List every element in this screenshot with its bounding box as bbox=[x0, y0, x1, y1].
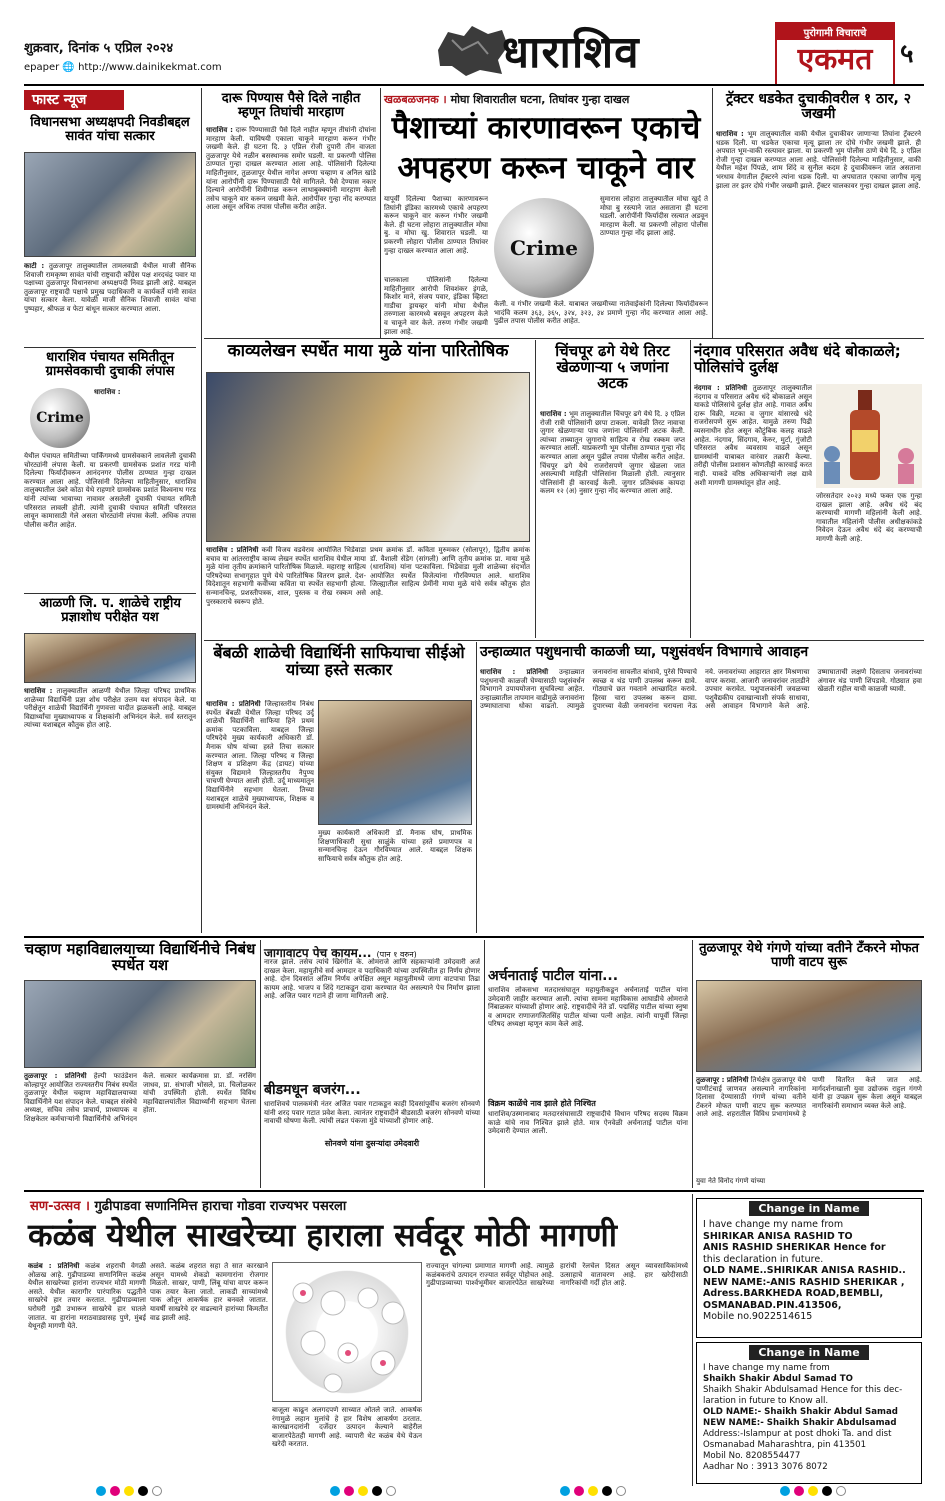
sugar-body-a bbox=[28, 1262, 146, 1484]
byline: कळंब : प्रतिनिधी bbox=[28, 1262, 80, 1270]
district-map-logo bbox=[432, 20, 512, 80]
article-text: भूम तालुक्यातील वाकी येथील दुचाकीवर जाणाऱ्या तिघांना ट्रॅक्टरने धडक दिली. या धडकेत एकाचा मृत्यू झाला तर दोघे गंभीर जखमी झाले. ही अपघात भूम-वाकी रस्त्यावर झाला. या प्रकरणी भूम पोलीस ठाणे येथे दि. ३ एप्रिल रोजी गुन्हा दाखल करण्यात आला आहे. पोलिसांनी दिलेल्या माहितीनुसार, वाकी येथील महेश पिंपळे, शाम शिंदे व सुनील कदम हे दुचाकीवरून जात असताना भरधाव वेगातील ट्रॅक्टरने त्यांना धडक दिली. या अपघातात एकाचा जागीच मृत्यू झाला तर इतर दोघे गंभीर जखमी झाले. ट्रॅक्टर चालकावर गुन्हा दाखल झाला आहे. bbox=[716, 130, 921, 190]
chavan-body bbox=[24, 1072, 256, 1184]
notice-line: Osmanabad Maharashtra, pin 413501 bbox=[703, 1440, 867, 1450]
article-text: कवी विजय वडवेराव आयोजित भिडेवाडा बचाव या आंतरराष्ट्रीय काव्य लेखन स्पर्धेत धाराशिव येथील माया मुळे यांना तृतीय क्रमांकाने पारितोषिक मिळाले. महाराष्ट्र साहित्य परिषदेच्या सभागृहात पुणे येथे पारितोषिक वितरण झाले. देश-विदेशातून सहभागी कवींच्या कविता या स्पर्धेत सहभागी होत्या. सन्मानचिन्ह, प्रशस्तीपत्रक, शाल, पुस्तक व रोख रक्कम असे पुरस्काराचे स्वरूप होते. bbox=[206, 546, 366, 606]
byline: धाराशिव : प्रतिनिधी bbox=[480, 668, 549, 676]
byline: धाराशिव : bbox=[716, 130, 744, 138]
lead-body-b: चालकाला पोलिसांनी दिलेल्या माहितीनुसार आरोपी शिवशंकर इंगळे, किशोर माने, संजय पवार, इंडिका व्हिस्टा गाडीचा ड्रायव्हर यांनी मोघा येथील तरुणाला कारमध्ये बसवून अपहरण केले व चाकूने वार केले. तरुण गंभीर जखमी झाला आहे. bbox=[384, 276, 488, 336]
notice-line: OSMANABAD.PIN.413506, bbox=[703, 1299, 842, 1311]
article-text: तुळजापूर तालुक्यातील तामलवाडी येथील माजी सैनिक शिवाजी रामकृष्ण सावंत यांची राष्ट्रवादी काँग्रेस पक्ष शरदचंद्र पवार या पक्षाच्या तुळजापूर विधानसभा अध्यक्षपदी निवड झाली आहे. याबद्दल तुळजापूर राष्ट्रवादी पक्षाचे प्रमुख पदाधिकारी व कार्यकर्ते यांनी सावंत यांचा सत्कार केला. यावेळी माजी सैनिक शिवाजी सावंत यांचा पुष्पहार, श्रीफळ व फेटा बांधून सत्कार करण्यात आला. bbox=[24, 262, 196, 313]
article-text: हेल्पी फाउंडेशन कोल्हापूर आयोजित राज्यस्तरीय निबंध स्पर्धेत तुळजापूर येथील चव्हाण महाविद्यालयाच्या विद्यार्थिनीने यश संपादन केले. याबद्दल संस्थेचे अध्यक्ष, सचिव तसेच प्राचार्य, प्राध्यापक व शिक्षकेतर कर्मचाऱ्यांनी विद्यार्थिनीचे अभिनंदन केले. सत्कार कार्यक्रमास प्रा. डॉ. नरसिंग जाधव, प्रा. संभाजी भोसले, प्रा. चिलोळकर यांची उपस्थिती होती. स्पर्धेत विविध महाविद्यालयांतील विद्यार्थ्यांनी सहभाग घेतला होता. bbox=[24, 1072, 256, 1123]
sugar-body-c: बाजूला काढून अलगदपणे साच्यात ओतले जाते. आकर्षक रंगामुळे लहान मुलांचे हे हार विशेष आकर्षण ठरतात. कारखानदारांनी दर्जेदार उत्पादन केल्याने बाहेरील बाजारपेठेतही मागणी आहे. व्यापारी थेट कळंब येथे येऊन खरेदी करतात. bbox=[272, 1406, 422, 1449]
nandgaon-body-b: जोरसतेदार २०२३ मध्ये फक्त एक गुन्हा दाखल झाला आहे. अवैध धंदे बंद करण्याची मागणी महिलांनी केली आहे. गावातील महिलांनी पोलीस अधीक्षकांकडे निवेदन देऊन अवैध धंदे बंद करण्याची मागणी केली आहे. bbox=[816, 492, 922, 543]
chinchpur-headline: चिंचपूर ढगे येथे तिरट खेळणाऱ्या ५ जणांना अटक bbox=[555, 342, 670, 392]
liquor-bottle-illustration bbox=[816, 384, 922, 488]
header-epaper bbox=[24, 62, 222, 73]
article-text: जिल्हास्तरीय निबंध स्पर्धेत बेंबळी येथील जिल्हा परिषद उर्दू शाळेची विद्यार्थिनी साफिया हिने प्रथम क्रमांक पटकाविला. याबद्दल जिल्हा परिषदेचे मुख्य कार्यकारी अधिकारी डॉ. मैनाक घोष यांच्या हस्ते तिचा सत्कार करण्यात आला. जिल्हा परिषद व जिल्हा शिक्षण व प्रशिक्षण केंद्र (डायट) यांच्या संयुक्त विद्यमाने जिल्हास्तरीय नैपुण्य चाचणी घेण्यात आली होती. उर्दू माध्यमातून विद्यार्थिनीने सहभाग घेतला. तिच्या यशाबद्दल शाळेचे मुख्याध्यापक, शिक्षक व ग्रामस्थांनी अभिनंदन केले. bbox=[206, 700, 314, 812]
chavan-headline: चव्हाण महाविद्यालयाच्या विद्यार्थिनीचे निबंध स्पर्धेत यश bbox=[24, 940, 256, 974]
notice-line: Mobile no.9022514615 bbox=[703, 1311, 813, 1322]
page-number: ५ bbox=[900, 39, 914, 69]
column-rule bbox=[692, 1194, 693, 1486]
notice-line: I have change my name from bbox=[703, 1363, 830, 1373]
daru-headline: दारू पिण्यास पैसे दिले नाहीत म्हणून तिघांची मारहाण bbox=[221, 91, 361, 120]
kavya-body-left bbox=[206, 546, 366, 636]
article-text: भूम तालुक्यातील चिंचपूर ढगे येथे दि. ३ एप्रिल रोजी रात्री पोलिसांनी छापा टाकला. यावेळी तिरट नावाचा जुगार खेळणाऱ्या पाच जणांना पोलिसांनी अटक केली. त्यांच्या ताब्यातून जुगाराचे साहित्य व रोख रक्कम जप्त करण्यात आली. याप्रकरणी भूम पोलीस ठाण्यात गुन्हा नोंद करण्यात आला असून पुढील तपास पोलीस करीत आहेत. चिंचपूर ढगे येथे राजरोसपणे जुगार खेळला जात असल्याची माहिती पोलिसांना मिळाली होती. त्यानुसार पोलिसांनी ही कारवाई केली. जुगार प्रतिबंधक कायदा कलम १२ (अ) नुसार गुन्हा नोंद करण्यात आला आहे. bbox=[540, 410, 685, 496]
article-text: कळंब शहराची वेगळी ओळख आहे. गुढीपाडव्या सणानिमित्त कळंब येथील साखरेच्या हारांना राज्यभर मोठी मागणी असते. येथील कारागीर पारंपारिक पद्धतीने साखरेचे हार तयार करतात. गुढीपाडव्याला घरोघरी गुढी उभारून साखरेचे हार घातले जातात. या हारांना मराठवाड्यासह पुणे, मुंबई येथूनही मागणी येते. bbox=[28, 1262, 146, 1331]
notice-title: Change in Name bbox=[749, 1345, 869, 1360]
name-change-notice-2 bbox=[696, 1342, 922, 1484]
pashu-headline: उन्हाळ्यात पशुधनाची काळजी घ्या, पशुसंवर्धन विभागाचे आवाहन bbox=[480, 644, 809, 660]
sugar-body-b: असते. कळंब शहरात सहा ते सात कारखाने असून यामध्ये शेकडो कामगारांना रोजगार मिळतो. साखर, पाणी, लिंबू यांचा वापर करून पाक तयार केला जातो. लाकडी साच्यांमध्ये पाक ओतून आकर्षक हार बनवले जातात. यावर्षी साखरेचे दर वाढल्याने हारांच्या किमतीत वाढ झाली आहे. bbox=[150, 1262, 268, 1322]
lead-subhead-line bbox=[384, 92, 704, 107]
notice-line: ANIS RASHID SHERIKAR Hence for bbox=[703, 1242, 886, 1253]
sugar-body-d: राज्यातून चांगल्या प्रमाणात मागणी आहे. त्यामुळे कळंबकरांचे उत्पादन राज्यात सर्वदूर पोहोचत आहे. गुढीपाडव्याच्या पार्श्वभूमीवर बाजारपेठेत साखरेच्या हारांची रेलचेल दिसत असून व्यावसायिकांमध्ये उत्साहाचे वातावरण आहे. हार खरेदीसाठी नागरिकांची गर्दी होत आहे. bbox=[426, 1262, 688, 1288]
notice-line: Shaikh Shakir Abdulsamad Hence for this dec- bbox=[703, 1385, 903, 1395]
felicitation-photo bbox=[24, 152, 196, 257]
fast-news-body-2 bbox=[94, 388, 196, 448]
notice-line: Aadhar No : 3913 3076 8072 bbox=[703, 1462, 828, 1472]
student-felicitation-photo bbox=[318, 700, 472, 825]
notice-lines bbox=[697, 1219, 921, 1323]
article-text: तालुक्यातील आळणी येथील जिल्हा परिषद प्राथमिक शाळेच्या विद्यार्थिनी प्रज्ञा शोध परीक्षेत उत्तम यश संपादन केले. या परीक्षेतून शाळेची विद्यार्थिनी गुणवत्ता यादीत झळकली आहे. याबद्दल विद्यार्थ्यांचा मुख्याध्यापक व शिक्षकांनी अभिनंदन केले. सर्व स्तरातून त्यांच्या यशाबद्दल कौतुक होत आहे. bbox=[24, 687, 196, 730]
name-change-notice-1 bbox=[696, 1198, 922, 1338]
jagavatap-sub2: सोनवणे यांना दुसऱ्यांदा उमेदवारी bbox=[324, 1139, 420, 1148]
award-ceremony-photo bbox=[206, 372, 530, 542]
water-tanker-photo bbox=[696, 980, 922, 1072]
byline: धाराशिव : bbox=[540, 410, 567, 418]
fast-news-body-2b: येथील पंचायत समितीच्या पार्किंगमध्ये ग्रामसेवकाने लावलेली दुचाकी चोरट्यांनी लंपास केली. या प्रकरणी ग्रामसेवक प्रशांत गरड यांनी दिलेल्या फिर्यादीवरून आनंदनगर पोलीस ठाण्यात गुन्हा दाखल करण्यात आला आहे. पोलिसांनी दिलेल्या माहितीनुसार, धाराशिव तालुक्यातील उंबरे कोठा येथे राहणारे ग्रामसेवक प्रशांत विश्वनाथ गरड यांनी त्यांच्या भावाच्या नावावर असलेली दुचाकी पंचायत समिती परिसरात लावली होती. त्यांनी दुचाकी पंचायत समिती परिसरात लावून कामासाठी गेले असता चोरट्यांनी लंपास केली. अधिक तपास पोलीस करीत आहेत. bbox=[24, 452, 196, 529]
notice-line: OLD NAME..SHIRIKAR ANISA RASHID.. bbox=[703, 1265, 906, 1276]
notice-line: I have change my name from bbox=[703, 1219, 844, 1230]
registration-mark-icon bbox=[330, 1486, 400, 1498]
tuljapur-headline: तुळजापूर येथे गंगणे यांच्या वतीने टँकरने मोफत पाणी वाटप सुरू bbox=[699, 941, 919, 970]
jagavatap-headline: जागावाटप पेच कायम... bbox=[264, 946, 372, 960]
college-students-photo bbox=[24, 980, 256, 1068]
daru-body bbox=[206, 126, 376, 334]
fast-news-title-3: आळणी जि. प. शाळेचे राष्ट्रीय प्रज्ञाशोध परीक्षेत यश bbox=[39, 596, 181, 625]
fast-news-title-2: धाराशिव पंचायत समितीतून ग्रामसेवकाची दुचाकी लंपास bbox=[45, 350, 175, 379]
fast-news-label: फास्ट न्यूज bbox=[24, 90, 124, 110]
column-rule bbox=[484, 940, 485, 1188]
notice-line: NEW NAME:- Shaikh Shakir Abdulsamad bbox=[703, 1418, 897, 1428]
notice-title: Change in Name bbox=[749, 1201, 869, 1216]
tuljapur-body bbox=[696, 1076, 922, 1176]
notice-line: this declaration in future. bbox=[703, 1253, 824, 1265]
jagavatap-body: नारज झाले. तसेच त्यांचे खिरंगीत के. ओमराजे आणि सहकाऱ्यांनी उमेदवारी अर्ज दाखल केला. महायुतीचे सर्व आमदार व पदाधिकारी यांच्या उपस्थितीत हा निर्णय होणार आहे. दोन दिवसांत अंतिम निर्णय अपेक्षित असून महायुतीमध्ये जागा वाटपाचा तिढा कायम आहे. भाजप व शिंदे गटाकडून दावा करण्यात येत असल्याने पेच निर्माण झाला आहे. अजित पवार गटाने ही जागा मागितली आहे. bbox=[264, 958, 480, 1001]
notice-line: Address:-Islampur at post dhoki Ta. and dist bbox=[703, 1429, 892, 1439]
crime-tape-icon bbox=[494, 198, 594, 298]
byline: धाराशिव : bbox=[206, 126, 233, 134]
section-rule bbox=[24, 1190, 924, 1192]
archana-subhead: विक्रम काळेंचे नाव झाले होते निश्चित bbox=[488, 1099, 596, 1108]
sugar-subhead-line bbox=[30, 1196, 670, 1214]
fast-news-body-3 bbox=[24, 687, 196, 932]
lead-kicker: खळबळजनक । bbox=[384, 93, 447, 106]
tractor-headline: ट्रॅक्टर धडकेत दुचाकीवरील १ ठार, २ जखमी bbox=[726, 91, 911, 122]
lead-body-d: केली. व गंभीर जखमी केले. याबाबत जखमीच्या नातेवाईकांनी दिलेल्या फिर्यादीवरून भादंवि कलम ३६३, ३६५, ३२४, ३२३, ३४ प्रमाणे गुन्हा नोंद करण्यात आला आहे. पुढील तपास पोलीस करीत आहेत. bbox=[494, 300, 708, 326]
epaper-label: epaper bbox=[24, 62, 63, 73]
benbali-caption: मुख्य कार्यकारी अधिकारी डॉ. मैनाक घोष, प्राथमिक शिक्षणाधिकारी सुधा साळुंके यांच्या हस्ते प्रमाणपत्र व सन्मानचिन्ह देऊन गौरविण्यात आले. याबद्दल शिक्षक साफियाचे सर्वत्र कौतुक होत आहे. bbox=[318, 829, 472, 863]
tractor-body bbox=[716, 130, 921, 335]
sugar-subhead: गुढीपाडवा सणानिमित्त हाराचा गोडवा राज्यभर पसरला bbox=[94, 1199, 347, 1214]
header-date: शुक्रवार, दिनांक ५ एप्रिल २०२४ bbox=[24, 41, 174, 56]
article-text: उन्हाळ्यात पशुधनाची काळजी घेण्यासाठी पशुसंवर्धन विभागाने उपाययोजना सुचविल्या आहेत. उन्हाळ्यातील तापमान वाढीमुळे जनावरांना उष्माघाताचा धोका वाढतो. त्यामुळे जनावरांना सावलीत बांधावे, पुरेसे पिण्याचे स्वच्छ व थंड पाणी उपलब्ध करून द्यावे. गोठ्याचे छत गवताने आच्छादित करावे. हिरवा चारा उपलब्ध करून द्यावा. दुपारच्या वेळी जनावरांना चरायला नेऊ नये. जनावरांच्या आहारात क्षार मिश्रणाचा वापर करावा. आजारी जनावरांवर तातडीने उपचार करावेत. पशुपालकांनी जवळच्या पशुवैद्यकीय दवाखान्याशी संपर्क साधावा, असे आवाहन विभागाने केले आहे. उष्माघाताची लक्षणे दिसताच जनावरांच्या अंगावर थंड पाणी शिंपडावे. गोठ्यात हवा खेळती राहील याची काळजी घ्यावी. bbox=[480, 668, 922, 711]
kavya-body-right: प्रथम क्रमांक डॉ. कविता मुरुमकर (सोलापूर), द्वितीय क्रमांक डॉ. वैशाली सेंडेग (सांगली) आणि तृतीय क्रमांक प्रा. माया मुळे (धाराशिव) यांना पटकाविला. भिडेवाडा मुली शाळेच्या संदर्भात आयोजित स्पर्धेत विजेत्यांना गौरविण्यात आले. धाराशिव जिल्ह्यातील साहित्य प्रेमींनी माया मुळे यांचे सर्वत्र कौतुक होत आहे. bbox=[370, 546, 530, 597]
column-rule bbox=[260, 940, 261, 1188]
lead-body-c: सुमारास लोहारा तालुक्यातील मोघा खुर्द ते मोघा बु रस्त्याने जात असताना ही घटना घडली. आरोपींनी फिर्यादीस रस्त्यात अडवून मारहाण केली. या प्रकरणी लोहारा पोलीस ठाण्यात गुन्हा नोंद झाला आहे. bbox=[600, 195, 708, 238]
jagavatap-cont: (पान १ वरुन) bbox=[376, 950, 417, 959]
section-rule bbox=[204, 640, 924, 641]
column-rule bbox=[380, 88, 381, 338]
benbali-headline: बेंबळी शाळेची विद्यार्थिनी साफियाचा सीईओ यांच्या हस्ते सत्कार bbox=[213, 643, 465, 679]
sugar-headline: कळंब येथील साखरेच्या हाराला सर्वदूर मोठी मागणी bbox=[28, 1216, 618, 1254]
benbali-body bbox=[206, 700, 314, 932]
column-rule bbox=[476, 642, 477, 933]
byline: काटी : bbox=[24, 262, 45, 270]
byline: धाराशिव : प्रतिनिधी bbox=[206, 700, 261, 708]
masthead-title: धाराशिव bbox=[502, 27, 640, 78]
registration-mark-icon bbox=[560, 1486, 630, 1498]
sugar-kicker: सण-उत्सव । bbox=[30, 1199, 90, 1214]
article-text: तुळजापूर तालुक्यातील नंदगाव व परिसरात अवैध धंदे बोकाळले असून याकडे पोलिसांचे दुर्लक्ष होत आहे. गावात अवैध दारू विक्री, मटका व जुगार यांसारखे धंदे राजरोसपणे सुरू आहेत. यामुळे तरुण पिढी व्यसनाधीन होत असून कौटुंबिक कलह वाढले आहेत. नंदगाव, सिंदगाव, केरुर, मुर्टा, गुंजोटी परिसरात अवैध व्यवसाय वाढले असून ग्रामस्थांनी याबाबत वारंवार तक्रारी केल्या. तरीही पोलीस प्रशासन कोणतीही कारवाई करत नाही. याकडे वरिष्ठ अधिकाऱ्यांनी लक्ष द्यावे अशी मागणी ग्रामस्थांतून होत आहे. bbox=[694, 384, 812, 487]
jagavatap-sub-body: धाराशिवचे पालकमंत्री नंतर अजित पवार गटाकडून काही दिवसांपूर्वीच बजरंग सोनवणे यांनी शरद पवार गटात प्रवेश केला. त्यानंतर राष्ट्रवादीने बीडसाठी बजरंग सोनवणे यांच्या नावाची घोषणा केली. त्यांची लढत पंकजा मुंडे यांच्याशी होणार आहे. bbox=[264, 1100, 480, 1126]
column-rule bbox=[201, 88, 202, 933]
crime-word: Crime bbox=[510, 236, 578, 260]
lead-body-a: यापूर्वी दिलेल्या पैशाच्या कारणावरून तिघांनी इंडिका कारमध्ये एकाचे अपहरण करून चाकूने वार करून गंभीर जखमी केले. ही घटना लोहारा तालुक्यातील मोघा बु. व मोघा खु. शिवारात घडली. या प्रकरणी लोहारा पोलीस ठाण्यात तिघांवर गुन्हा दाखल करण्यात आला आहे. bbox=[384, 195, 488, 255]
school-students-photo bbox=[24, 633, 196, 683]
notice-line: SHIRIKAR ANISA RASHID TO bbox=[703, 1230, 853, 1242]
lead-subhead: मोघा शिवारातील घटना, तिघांवर गुन्हा दाखल bbox=[450, 93, 630, 106]
column-rule bbox=[535, 340, 536, 638]
byline: तुळजापूर : प्रतिनिधी bbox=[696, 1076, 749, 1084]
byline: तुळजापूर : प्रतिनिधी bbox=[24, 1072, 87, 1080]
fast-news-title-1: विधानसभा अध्यक्षपदी निवडीबद्दल सावंत यांचा सत्कार bbox=[30, 115, 190, 144]
archana-body: धाराशिव लोकसभा मतदारसंघातून महायुतीकडून अर्चनाताई पाटील यांना उमेदवारी जाहीर करण्यात आली. त्यांचा सामना महाविकास आघाडीचे ओमराजे निंबाळकर यांच्याशी होणार आहे. राष्ट्रवादीचे नेते डॉ. पद्मसिंह पाटील यांच्या स्नुषा व आमदार राणाजगजितसिंह पाटील यांच्या पत्नी आहेत. त्यांनी यापूर्वी जिल्हा परिषद अध्यक्षा म्हणून काम केले आहे. bbox=[488, 986, 688, 1029]
brand-name: एकमत bbox=[797, 42, 873, 77]
notice-line: Shaikh Shakir Abdul Samad TO bbox=[703, 1374, 853, 1384]
divider bbox=[24, 347, 196, 348]
header-rule bbox=[24, 84, 924, 86]
article-text: तिर्थक्षेत्र तुळजापूर येथे पाणीटंचाई जाणवत असल्याने नागरिकांना दिलासा देण्यासाठी गंगणे यांच्या वतीने टँकरने मोफत पाणी वाटप सुरू करण्यात आले आहे. शहरातील विविध प्रभागांमध्ये हे पाणी वितरित केले जात आहे. मार्गदर्शनाखाली युवा उद्योजक राहुल गंगणे यांनी हा उपक्रम सुरू केला असून याबद्दल नागरिकांनी समाधान व्यक्त केले आहे. bbox=[696, 1076, 922, 1119]
column-rule bbox=[712, 88, 713, 338]
archana-headline: अर्चनाताई पाटील यांना... bbox=[488, 968, 619, 984]
notice-line: Adress.BARKHEDA ROAD,BEMBLI, bbox=[703, 1288, 884, 1299]
byline: धाराशिव : bbox=[24, 687, 53, 695]
lead-headline: पैशाच्यां कारणावरून एकाचे अपहरण करून चाकूने वार bbox=[391, 110, 701, 186]
fast-news-body-1 bbox=[24, 262, 196, 344]
byline: धाराशिव : प्रतिनिधी bbox=[206, 546, 259, 554]
tuljapur-tail: युवा नेते विनोद गंगणे यांच्या bbox=[696, 1177, 766, 1185]
notice-line: laration in future to Know all. bbox=[703, 1396, 829, 1406]
crime-tape-icon bbox=[30, 388, 90, 448]
sugar-garland-photo bbox=[272, 1262, 422, 1402]
registration-mark-icon bbox=[96, 1486, 166, 1498]
registration-mark-icon bbox=[780, 1486, 850, 1498]
globe-icon: 🌐 bbox=[62, 62, 79, 73]
website-link[interactable]: http://www.dainikekmat.com bbox=[78, 62, 222, 73]
notice-line: Mobil No. 8208554477 bbox=[703, 1451, 801, 1461]
jagavatap-subhead: बीडमधून बजरंग... bbox=[264, 1082, 361, 1098]
notice-line: OLD NAME:- Shaikh Shakir Abdul Samad bbox=[703, 1407, 898, 1417]
article-text: दारू पिण्यासाठी पैसे दिले नाहीत म्हणून तीघांनी दोघांना मारहाण केली. याविषयी एकाला चाकूने मारहाण करून गंभीर जखमी केले. ही घटना दि. ३ एप्रिल रोजी दुपारी तीन वाजता तुळजापूर येथे नळीन बसस्थानक समोर घडली. या प्रकरणी पोलिस ठाण्यात गुन्हा दाखल करण्यात आला आहे. पोलिसांनी दिलेल्या माहितीनुसार, तुळजापूर येथील नागेश अण्णा चव्हाण व अनिल खांडे यांना आरोपींनी दारू पिण्यासाठी पैसे मागितले. पैसे देण्यास नकार दिल्याने आरोपींनी शिवीगाळ करून लाथाबुक्क्यांनी मारहाण केली तसेच चाकूने वार करून जखमी केले. आरोपींवर गुन्हा नोंद करण्यात आला असून अधिक तपास पोलीस करीत आहेत. bbox=[206, 126, 376, 212]
pashu-body bbox=[480, 668, 922, 932]
notice-line: NEW NAME:-ANIS RASHID SHERIKAR , bbox=[703, 1276, 905, 1288]
archana-sub-body: धाराशिव/उस्मानाबाद मतदारसंघासाठी राष्ट्रवादीचे विधान परिषद सदस्य विक्रम काळे यांचे नाव निश्चित झाले होते. मात्र ऐनवेळी अर्चनाताई पाटील यांना उमेदवारी देण्यात आली. bbox=[488, 1110, 688, 1136]
kavya-headline: काव्यलेखन स्पर्धेत माया मुळे यांना पारितोषिक bbox=[227, 341, 509, 361]
notice-lines bbox=[697, 1363, 921, 1473]
brand-tagline: पुरोगामी विचाराचे bbox=[777, 24, 893, 40]
section-rule bbox=[24, 936, 924, 938]
crime-word: Crime bbox=[36, 410, 84, 426]
section-rule bbox=[204, 338, 924, 339]
nandgaon-headline: नंदगाव परिसरात अवैध धंदे बोकाळले; पोलिसांचे दुर्लक्ष bbox=[694, 342, 901, 376]
byline: धाराशिव : bbox=[94, 388, 121, 396]
chinchpur-body bbox=[540, 410, 685, 635]
divider bbox=[24, 593, 196, 594]
nandgaon-body bbox=[694, 384, 812, 634]
column-rule bbox=[690, 340, 691, 638]
byline: नंदगाव : प्रतिनिधी bbox=[694, 384, 748, 392]
brand-box bbox=[775, 22, 895, 86]
column-rule bbox=[692, 940, 693, 1188]
